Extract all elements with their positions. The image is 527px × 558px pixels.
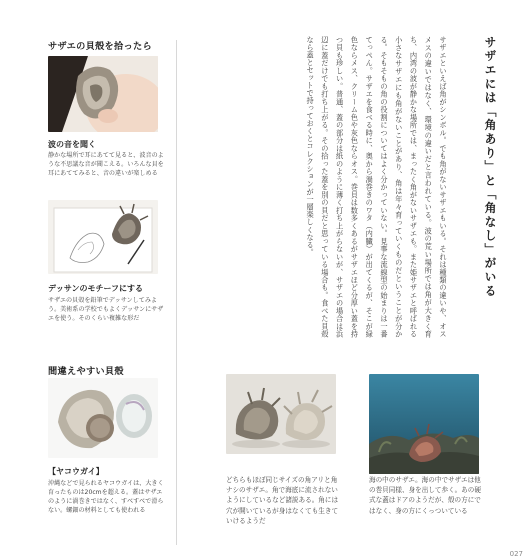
photo-ear-shell — [48, 56, 158, 132]
photo-two-sazae — [226, 374, 336, 454]
sidebar-heading: サザエの貝殻を拾ったら — [48, 41, 152, 52]
item1-body: 静かな場所で耳にあてて見ると、波音のような不思議な音が聞こえる。いろんな貝を耳にあててみると、音の違いが楽しめる — [48, 152, 164, 178]
article-body: サザエといえば角がシンボル。でも角がないサザエもいる。それは種類の違いや、オスメスの違いではなく、環境の違いだと言われている。波の荒い場所では角が大きく育ち、内湾の波が静かな場所では、まったく角がないサザエも。また姫サザエと呼ばれる小さなサザエにも角がないことがあり、角は年々育っていくものだということが分かる。そもそもの角の役割についてはよく分かっていない。見事な流線型の始まりは一番てっぺん。サザエを食べる時に、奥から渦巻きのワタ（内臓）が出てくるが、そこが緑色ならメス、クリーム色や灰色ならオス。巻貝は数多くあるがサザエほど分厚い蓋を持つ貝も珍しい。普通、蓋の部分は紙のように薄く打ち上がらないが、サザエの場合は浜辺に蓋だけでも打ち上がる。その拾った蓋を別の貝だと思っている場合も。食べた貝殻なら蓋とセットで持っておくとコレクションが一層楽しくなる。 — [306, 36, 448, 338]
column-divider — [176, 40, 177, 545]
bottom-caption-2: 海の中のサザエ。海の中でサザエは他の巻貝同様、身を出して歩く。あの硬式な蓋はドアのようだが、殻の方にではなく、身の方にくっついている — [369, 476, 481, 515]
article-title: サザエには「角あり」と「角なし」がいる — [483, 36, 497, 299]
item3-title: 【ヤコウガイ】 — [48, 467, 104, 476]
section2-heading: 間違えやすい貝殻 — [48, 366, 124, 377]
item1-title: 波の音を聞く — [48, 140, 96, 149]
item3-body: 沖縄などで見られるヤコウガイは、大きく育ったものは20cmを超える。蓋はサザエのように渦巻きではなく、すべすべで滑らない。螺鈿の材料としても使われる — [48, 480, 164, 515]
photo-ocean-sazae — [369, 374, 479, 474]
item2-title: デッサンのモチーフにする — [48, 284, 144, 293]
bottom-caption-1: どちらもほぼ同じサイズの角アリと角ナシのサザエ。角で海底に流されないようにしているなど諸説ある。角には穴が開いているが身はなくても生きていけるようだ — [226, 476, 339, 525]
page-number: 027 — [509, 550, 523, 558]
photo-sketch — [48, 200, 158, 274]
item2-body: サザエの貝殻を鉛筆でデッサンしてみよう。美術系の学校でもよくデッサンにサザエを使う。そのくらい複雑な形だ — [48, 297, 164, 323]
photo-yakougai — [48, 378, 158, 458]
